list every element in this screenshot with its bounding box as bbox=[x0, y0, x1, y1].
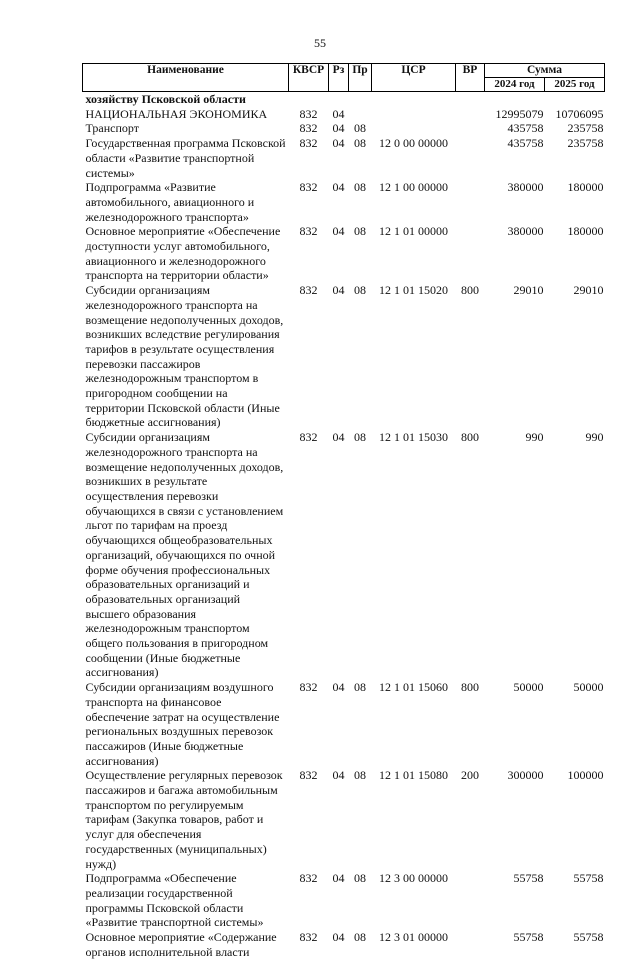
row-name: Подпрограмма «Развитие автомобильного, авиационного и железнодорожного транспорта» bbox=[83, 180, 289, 224]
row-pr: 08 bbox=[349, 283, 372, 430]
row-csr: 12 1 01 15080 bbox=[372, 768, 456, 871]
row-sum-2024: 29010 bbox=[485, 283, 545, 430]
row-vr: 200 bbox=[456, 768, 485, 871]
header-vr: ВР bbox=[456, 64, 485, 92]
row-name: Государственная программа Псковской области «Развитие транспортной системы» bbox=[83, 136, 289, 180]
header-year-2025: 2025 год bbox=[545, 78, 605, 92]
row-vr bbox=[456, 136, 485, 180]
header-year-2024: 2024 год bbox=[485, 78, 545, 92]
row-rz: 04 bbox=[329, 136, 349, 180]
row-vr bbox=[456, 224, 485, 283]
row-kvsr: 832 bbox=[289, 430, 329, 680]
table-row bbox=[83, 680, 605, 768]
row-kvsr: 832 bbox=[289, 121, 329, 136]
row-name: Основное мероприятие «Обеспечение доступности услуг автомобильного, авиационного и железнодорожного транспорта на территории области» bbox=[83, 224, 289, 283]
header-sum: Сумма bbox=[485, 64, 605, 78]
row-kvsr: 832 bbox=[289, 930, 329, 959]
table-row bbox=[83, 430, 605, 680]
header-name: Наименование bbox=[83, 64, 289, 92]
row-vr bbox=[456, 107, 485, 122]
row-sum-2025 bbox=[545, 92, 605, 107]
row-csr: 12 0 00 00000 bbox=[372, 136, 456, 180]
row-pr: 08 bbox=[349, 180, 372, 224]
row-name: хозяйству Псковской области bbox=[83, 92, 289, 107]
row-sum-2024: 300000 bbox=[485, 768, 545, 871]
row-vr: 800 bbox=[456, 430, 485, 680]
row-pr: 08 bbox=[349, 121, 372, 136]
row-vr bbox=[456, 930, 485, 959]
row-sum-2024: 435758 bbox=[485, 136, 545, 180]
table-row bbox=[83, 107, 605, 122]
row-rz: 04 bbox=[329, 107, 349, 122]
row-csr bbox=[372, 121, 456, 136]
row-csr: 12 3 01 00000 bbox=[372, 930, 456, 959]
header-csr: ЦСР bbox=[372, 64, 456, 92]
row-sum-2024: 435758 bbox=[485, 121, 545, 136]
row-pr: 08 bbox=[349, 224, 372, 283]
row-sum-2024: 55758 bbox=[485, 871, 545, 930]
row-name: Субсидии организациям воздушного транспорта на финансовое обеспечение затрат на осуществление региональных воздушных перевозок пассажиров (Иные бюджетные ассигнования) bbox=[83, 680, 289, 768]
row-sum-2025: 235758 bbox=[545, 136, 605, 180]
table-body bbox=[83, 92, 605, 959]
header-rz: Рз bbox=[329, 64, 349, 92]
row-sum-2024 bbox=[485, 92, 545, 107]
row-rz: 04 bbox=[329, 768, 349, 871]
row-sum-2025: 55758 bbox=[545, 930, 605, 959]
row-sum-2024: 380000 bbox=[485, 224, 545, 283]
row-sum-2025: 50000 bbox=[545, 680, 605, 768]
row-name: Основное мероприятие «Содержание органов исполнительной власти bbox=[83, 930, 289, 959]
row-csr: 12 1 01 00000 bbox=[372, 224, 456, 283]
table-row bbox=[83, 136, 605, 180]
table-row bbox=[83, 768, 605, 871]
budget-table bbox=[82, 63, 605, 959]
row-pr: 08 bbox=[349, 930, 372, 959]
row-rz bbox=[329, 92, 349, 107]
row-name: Транспорт bbox=[83, 121, 289, 136]
row-name: Субсидии организациям железнодорожного транспорта на возмещение недополученных доходов, возникших в результате осуществления перевозки обучающихся в связи с установлением льгот по тарифам на проезд обучающихся общеобразовательных организаций, обучающихся по очной форме обучения профессиональных образовательных организаций и образовательных организаций высшего образования железнодорожным транспортом общего пользования в пригородном сообщении (Иные бюджетные ассигнования) bbox=[83, 430, 289, 680]
row-rz: 04 bbox=[329, 680, 349, 768]
row-csr: 12 3 00 00000 bbox=[372, 871, 456, 930]
row-rz: 04 bbox=[329, 871, 349, 930]
row-csr: 12 1 01 15030 bbox=[372, 430, 456, 680]
row-sum-2024: 55758 bbox=[485, 930, 545, 959]
row-sum-2025: 180000 bbox=[545, 224, 605, 283]
row-vr: 800 bbox=[456, 283, 485, 430]
row-sum-2025: 235758 bbox=[545, 121, 605, 136]
header-pr: Пр bbox=[349, 64, 372, 92]
row-kvsr: 832 bbox=[289, 107, 329, 122]
page-number: 55 bbox=[0, 36, 640, 51]
row-rz: 04 bbox=[329, 930, 349, 959]
row-name: НАЦИОНАЛЬНАЯ ЭКОНОМИКА bbox=[83, 107, 289, 122]
row-name: Субсидии организациям железнодорожного транспорта на возмещение недополученных доходов, возникших вследствие регулирования тарифов в результате осуществления перевозки пассажиров железнодорожным транспортом в пригородном сообщении на территории Псковской области (Иные бюджетные ассигнования) bbox=[83, 283, 289, 430]
row-kvsr bbox=[289, 92, 329, 107]
row-pr bbox=[349, 92, 372, 107]
row-rz: 04 bbox=[329, 283, 349, 430]
row-vr bbox=[456, 871, 485, 930]
table-row bbox=[83, 930, 605, 959]
row-kvsr: 832 bbox=[289, 680, 329, 768]
row-pr bbox=[349, 107, 372, 122]
row-csr: 12 1 01 15020 bbox=[372, 283, 456, 430]
row-kvsr: 832 bbox=[289, 768, 329, 871]
row-rz: 04 bbox=[329, 430, 349, 680]
row-kvsr: 832 bbox=[289, 871, 329, 930]
header-kvsr: КВСР bbox=[289, 64, 329, 92]
table-row bbox=[83, 92, 605, 107]
row-pr: 08 bbox=[349, 136, 372, 180]
row-name: Подпрограмма «Обеспечение реализации государственной программы Псковской области «Развитие транспортной системы» bbox=[83, 871, 289, 930]
row-sum-2025: 100000 bbox=[545, 768, 605, 871]
row-vr: 800 bbox=[456, 680, 485, 768]
table-row bbox=[83, 871, 605, 930]
row-pr: 08 bbox=[349, 430, 372, 680]
row-pr: 08 bbox=[349, 680, 372, 768]
row-csr: 12 1 00 00000 bbox=[372, 180, 456, 224]
row-sum-2025: 180000 bbox=[545, 180, 605, 224]
row-sum-2024: 990 bbox=[485, 430, 545, 680]
table-row bbox=[83, 180, 605, 224]
row-vr bbox=[456, 92, 485, 107]
table-row bbox=[83, 224, 605, 283]
row-rz: 04 bbox=[329, 224, 349, 283]
row-rz: 04 bbox=[329, 180, 349, 224]
row-sum-2024: 12995079 bbox=[485, 107, 545, 122]
row-kvsr: 832 bbox=[289, 180, 329, 224]
row-sum-2024: 50000 bbox=[485, 680, 545, 768]
row-csr: 12 1 01 15060 bbox=[372, 680, 456, 768]
row-sum-2025: 10706095 bbox=[545, 107, 605, 122]
table-row bbox=[83, 283, 605, 430]
row-vr bbox=[456, 180, 485, 224]
row-pr: 08 bbox=[349, 871, 372, 930]
row-kvsr: 832 bbox=[289, 136, 329, 180]
row-csr bbox=[372, 107, 456, 122]
row-pr: 08 bbox=[349, 768, 372, 871]
row-rz: 04 bbox=[329, 121, 349, 136]
row-sum-2025: 55758 bbox=[545, 871, 605, 930]
row-kvsr: 832 bbox=[289, 224, 329, 283]
row-name: Осуществление регулярных перевозок пассажиров и багажа автомобильным транспортом по регулируемым тарифам (Закупка товаров, работ и услуг для обеспечения государственных (муниципальных) нужд) bbox=[83, 768, 289, 871]
row-sum-2025: 29010 bbox=[545, 283, 605, 430]
row-sum-2024: 380000 bbox=[485, 180, 545, 224]
table-header bbox=[83, 64, 605, 92]
row-vr bbox=[456, 121, 485, 136]
table-row bbox=[83, 121, 605, 136]
row-kvsr: 832 bbox=[289, 283, 329, 430]
row-sum-2025: 990 bbox=[545, 430, 605, 680]
row-csr bbox=[372, 92, 456, 107]
